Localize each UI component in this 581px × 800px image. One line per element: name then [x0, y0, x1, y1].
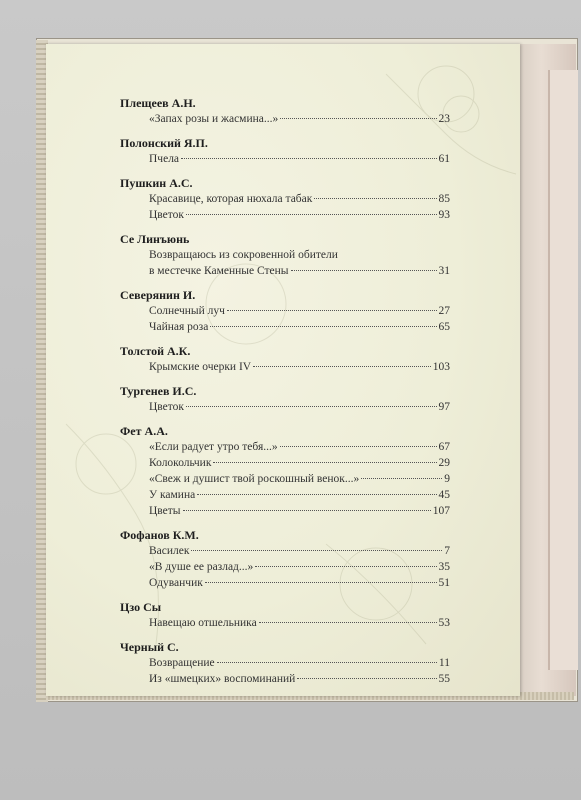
toc-dot-leader: [183, 509, 431, 511]
toc-entry-title: Навещаю отшельника: [149, 617, 257, 629]
toc-entry: [120, 151, 450, 167]
toc-entry-title: Возвращение: [149, 657, 215, 669]
toc-entry-title: «В душе ее разлад...»: [149, 561, 254, 573]
toc-dot-leader: [205, 581, 437, 583]
toc-page-number: 85: [438, 193, 450, 205]
toc-entry-title: Крымские очерки IV: [149, 361, 252, 373]
toc-author-name: Черный С.: [120, 640, 179, 654]
toc-page-number: 29: [438, 457, 450, 469]
toc-entry: [120, 455, 450, 471]
toc-entry: [120, 359, 450, 375]
toc-author-block: [120, 344, 450, 375]
toc-entry-title: Цветок: [149, 209, 184, 221]
toc-entry: [120, 207, 450, 223]
toc-page-number: 97: [438, 401, 450, 413]
toc-author-name: Пушкин А.С.: [120, 176, 193, 190]
toc-dot-leader: [280, 117, 436, 119]
toc-entry: [120, 559, 450, 575]
toc-entry-title: Возвращаюсь из сокровенной обители: [149, 249, 338, 261]
toc-entry-title: Пчела: [149, 153, 180, 165]
toc-author-block: [120, 288, 450, 335]
toc-author-name: Полонский Я.П.: [120, 136, 208, 150]
toc-dot-leader: [291, 269, 437, 271]
toc-author-name: Тургенев И.С.: [120, 384, 197, 398]
toc-author-block: [120, 176, 450, 223]
toc-author-name: Толстой А.К.: [120, 344, 191, 358]
toc-dot-leader: [227, 309, 437, 311]
toc-entry: [120, 191, 450, 207]
toc-dot-leader: [186, 405, 437, 407]
toc-entry: [120, 303, 450, 319]
toc-entry-title: Красавице, которая нюхала табак: [149, 193, 313, 205]
toc-entry-title: Из «шмецких» воспоминаний: [149, 673, 296, 685]
toc-entry-title: У камина: [149, 489, 196, 501]
toc-page-number: 45: [438, 489, 450, 501]
toc-dot-leader: [197, 493, 436, 495]
toc-page-number: 23: [438, 113, 450, 125]
toc-author-block: [120, 640, 450, 687]
table-of-contents: [120, 96, 450, 696]
toc-dot-leader: [361, 477, 442, 479]
toc-entry: [120, 575, 450, 591]
toc-dot-leader: [255, 565, 436, 567]
toc-page-number: 27: [438, 305, 450, 317]
toc-dot-leader: [213, 461, 436, 463]
toc-author-block: [120, 96, 450, 127]
toc-page-number: 55: [438, 673, 450, 685]
toc-page-number: 93: [438, 209, 450, 221]
toc-dot-leader: [186, 213, 437, 215]
toc-entry-title: «Запах розы и жасмина...»: [149, 113, 279, 125]
toc-dot-leader: [280, 445, 437, 447]
toc-author-block: [120, 600, 450, 631]
toc-entry: [120, 111, 450, 127]
toc-author-block: [120, 232, 450, 279]
toc-entry-title: Василек: [149, 545, 190, 557]
toc-dot-leader: [259, 621, 437, 623]
toc-page-number: 103: [432, 361, 450, 373]
toc-entry: [120, 247, 450, 279]
toc-entry-title: Колокольчик: [149, 457, 212, 469]
toc-entry: [120, 503, 450, 519]
toc-dot-leader: [314, 197, 436, 199]
toc-page-number: 67: [438, 441, 450, 453]
toc-page-number: 65: [438, 321, 450, 333]
toc-dot-leader: [217, 661, 437, 663]
toc-entry: [120, 615, 450, 631]
toc-author-name: Се Линъюнь: [120, 232, 190, 246]
toc-page-number: 31: [438, 265, 450, 277]
toc-page-number: 11: [438, 657, 450, 669]
toc-entry-title-continued: в местечке Каменные Стены: [149, 265, 289, 277]
toc-author-name: Цзо Сы: [120, 600, 162, 614]
toc-entry: [120, 543, 450, 559]
toc-entry-title: «Если радует утро тебя...»: [149, 441, 278, 453]
toc-entry-title: Цветок: [149, 401, 184, 413]
toc-author-block: [120, 384, 450, 415]
toc-page-number: 53: [438, 617, 450, 629]
toc-dot-leader: [181, 157, 436, 159]
toc-author-block: [120, 136, 450, 167]
toc-page-number: 7: [444, 545, 450, 557]
toc-author-name: Северянин И.: [120, 288, 196, 302]
toc-page-number: 35: [438, 561, 450, 573]
toc-entry-title: Солнечный луч: [149, 305, 225, 317]
toc-page-number: 61: [438, 153, 450, 165]
toc-author-name: Плещеев А.Н.: [120, 96, 196, 110]
toc-entry-title: Цветы: [149, 505, 181, 517]
toc-dot-leader: [210, 325, 436, 327]
toc-entry: [120, 487, 450, 503]
toc-page-number: 51: [438, 577, 450, 589]
toc-entry: [120, 439, 450, 455]
toc-dot-leader: [297, 677, 436, 679]
toc-entry-title: Одуванчик: [149, 577, 203, 589]
toc-entry: [120, 319, 450, 335]
toc-dot-leader: [253, 365, 431, 367]
toc-entry: [120, 399, 450, 415]
facing-page-decoration: [548, 70, 578, 670]
toc-author-block: [120, 424, 450, 519]
toc-entry-title: Чайная роза: [149, 321, 209, 333]
toc-entry-title: «Свеж и душист твой роскошный венок...»: [149, 473, 360, 485]
toc-entry: [120, 671, 450, 687]
toc-entry: [120, 471, 450, 487]
toc-author-block: [120, 528, 450, 591]
toc-page-number: 107: [432, 505, 450, 517]
toc-page-number: 9: [444, 473, 450, 485]
toc-entry: [120, 655, 450, 671]
toc-author-name: Фет А.А.: [120, 424, 168, 438]
toc-dot-leader: [191, 549, 442, 551]
toc-author-name: Фофанов К.М.: [120, 528, 199, 542]
